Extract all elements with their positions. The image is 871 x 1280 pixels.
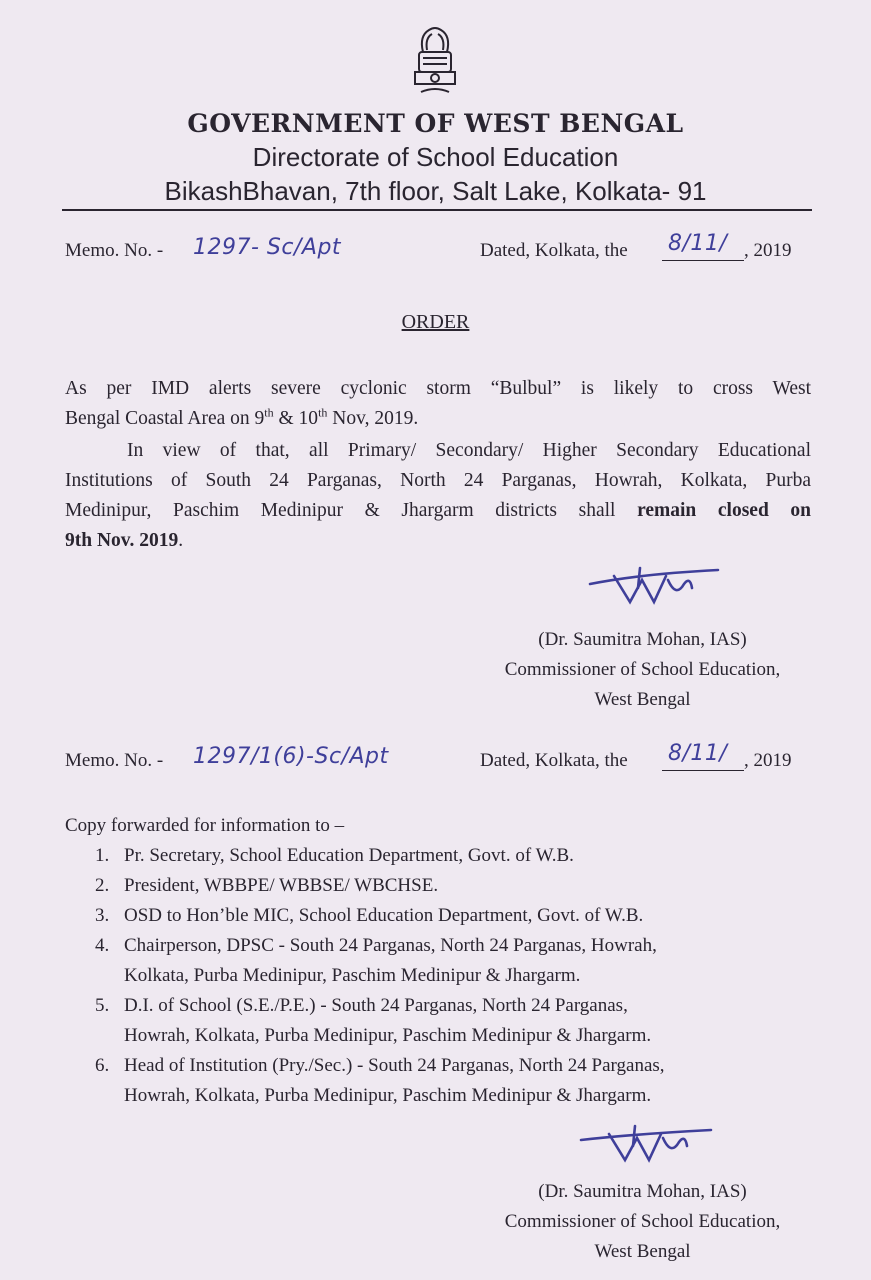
- order-paragraph-1: [65, 374, 811, 434]
- address-heading: BikashBhavan, 7th floor, Salt Lake, Kolkata- 91: [164, 176, 707, 206]
- signatory-state: West Bengal: [594, 689, 691, 710]
- list-item: [95, 871, 815, 901]
- memo-number-handwritten: 1297- Sc/Apt: [193, 235, 342, 260]
- superscript: th: [264, 405, 274, 420]
- superscript: th: [318, 405, 328, 420]
- header-divider: [62, 209, 812, 211]
- signature-block-1: [470, 625, 815, 715]
- dated-label: Dated, Kolkata, the: [480, 750, 628, 771]
- list-text: Chairperson, DPSC - South 24 Parganas, North 24 Parganas, Howrah,: [124, 935, 657, 956]
- list-text: Howrah, Kolkata, Purba Medinipur, Paschim Medinipur & Jhargarm.: [124, 1025, 652, 1046]
- list-number: 6.: [95, 1055, 110, 1076]
- signature-mark: [580, 558, 730, 610]
- directorate-heading: Directorate of School Education: [252, 142, 619, 172]
- order-text: In view of that, all Primary/ Secondary/ Higher Secondary Educational: [127, 440, 811, 461]
- dated-label: Dated, Kolkata, the: [480, 240, 628, 261]
- list-number: 5.: [95, 995, 110, 1016]
- list-text: Kolkata, Purba Medinipur, Paschim Medinipur & Jhargarm.: [124, 965, 581, 986]
- order-text: Medinipur, Paschim Medinipur & Jhargarm districts shall: [65, 500, 616, 521]
- list-item: [95, 841, 815, 871]
- list-item: [95, 991, 815, 1051]
- order-emphasis: 9th Nov. 2019: [65, 530, 179, 551]
- year-text: , 2019: [744, 750, 792, 771]
- date-underline: [662, 260, 744, 261]
- government-heading: GOVERNMENT OF WEST BENGAL: [187, 109, 684, 138]
- list-number: 3.: [95, 905, 110, 926]
- order-text: & 10: [273, 408, 319, 429]
- list-text: Head of Institution (Pry./Sec.) - South 24 Parganas, North 24 Parganas,: [124, 1055, 665, 1076]
- list-text: President, WBBPE/ WBBSE/ WBCHSE.: [124, 875, 439, 896]
- list-text: OSD to Hon’ble MIC, School Education Department, Govt. of W.B.: [124, 905, 644, 926]
- list-text: Pr. Secretary, School Education Department, Govt. of W.B.: [124, 845, 574, 866]
- order-text: Nov, 2019.: [327, 408, 419, 429]
- order-paragraph-2: [65, 436, 811, 556]
- memo-label: Memo. No. -: [65, 750, 164, 771]
- date-handwritten: 8/11/: [668, 741, 728, 766]
- date-handwritten: 8/11/: [668, 231, 728, 256]
- order-text: Institutions of South 24 Parganas, North 24 Parganas, Howrah, Kolkata, Purba: [65, 470, 811, 491]
- national-emblem-icon: [405, 22, 465, 104]
- order-text: .: [178, 530, 184, 551]
- list-number: 4.: [95, 935, 110, 956]
- date-underline: [662, 770, 744, 771]
- signatory-name: (Dr. Saumitra Mohan, IAS): [538, 1181, 747, 1202]
- signature-mark: [575, 1118, 725, 1170]
- order-text: Bengal Coastal Area on 9: [65, 408, 265, 429]
- list-item: [95, 1051, 815, 1111]
- copy-intro: Copy forwarded for information to –: [65, 815, 345, 836]
- signatory-designation: Commissioner of School Education,: [504, 659, 781, 680]
- list-text: Howrah, Kolkata, Purba Medinipur, Paschim Medinipur & Jhargarm.: [124, 1085, 652, 1106]
- copy-list: [95, 841, 815, 1111]
- signatory-name: (Dr. Saumitra Mohan, IAS): [538, 629, 747, 650]
- order-text: As per IMD alerts severe cyclonic storm “Bulbul” is likely to cross West: [65, 378, 811, 399]
- signature-block-2: [470, 1177, 815, 1267]
- year-text: , 2019: [744, 240, 792, 261]
- signatory-state: West Bengal: [594, 1241, 691, 1262]
- memo-number-handwritten: 1297/1(6)-Sc/Apt: [193, 744, 389, 769]
- list-item: [95, 931, 815, 991]
- list-number: 2.: [95, 875, 110, 896]
- list-number: 1.: [95, 845, 110, 866]
- memo-label: Memo. No. -: [65, 240, 164, 261]
- order-emphasis: remain closed on: [637, 500, 812, 521]
- list-text: D.I. of School (S.E./P.E.) - South 24 Parganas, North 24 Parganas,: [124, 995, 628, 1016]
- order-title: ORDER: [401, 311, 470, 333]
- signatory-designation: Commissioner of School Education,: [504, 1211, 781, 1232]
- list-item: [95, 901, 815, 931]
